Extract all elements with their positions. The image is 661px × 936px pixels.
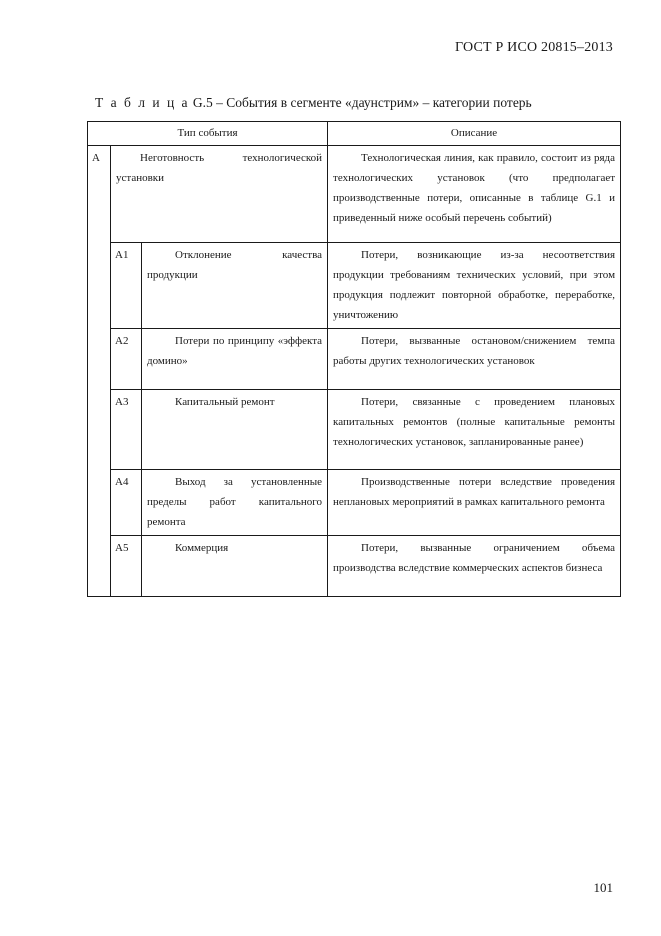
row-description-cell xyxy=(328,390,621,470)
row-description-cell xyxy=(328,470,621,536)
row-description-cell xyxy=(328,243,621,329)
page-number: 101 xyxy=(593,880,613,895)
row-description-text: Производственные потери вследствие проведения неплановых мероприятий в рамках капитального ремонта xyxy=(333,476,616,508)
row-type-cell xyxy=(142,536,328,597)
row-type-cell xyxy=(142,243,328,329)
table-row xyxy=(88,329,621,390)
events-table xyxy=(87,121,621,597)
row-type-text: Коммерция xyxy=(175,542,229,554)
document-code: ГОСТ Р ИСО 20815–2013 xyxy=(455,40,613,55)
row-code-cell: А3 xyxy=(111,390,142,470)
table-caption xyxy=(95,95,532,111)
row-description-text: Потери, связанные с проведением плановых капитальных ремонтов (полные капитальные ремонты технологических установок, запланированные ранее) xyxy=(333,396,616,448)
row-description-cell xyxy=(328,536,621,597)
row-type-text: Отклонение качества продукции xyxy=(147,249,323,281)
table-caption-text: G.5 – События в сегменте «даунстрим» – категории потерь xyxy=(189,95,532,110)
column-header-description: Описание xyxy=(328,122,621,146)
group-type-text: Неготовность технологической установки xyxy=(116,152,323,184)
row-description-text: Потери, вызванные остановом/снижением темпа работы других технологических установок xyxy=(333,335,616,367)
row-type-text: Потери по принципу «эффекта домино» xyxy=(147,335,323,367)
row-description-text: Потери, вызванные ограничением объема производства вследствие коммерческих аспектов бизнеса xyxy=(333,542,616,574)
row-description-text: Потери, возникающие из-за несоответствия продукции требованиям технических условий, при этом продукция подлежит повторной обработке, переработке, уничтожению xyxy=(333,249,616,321)
group-type-cell xyxy=(111,146,328,243)
table-row xyxy=(88,536,621,597)
row-code-cell: А2 xyxy=(111,329,142,390)
table-header-row xyxy=(88,122,621,146)
row-type-cell xyxy=(142,390,328,470)
group-code-cell: А xyxy=(88,146,111,597)
row-code-cell: А5 xyxy=(111,536,142,597)
row-type-text: Выход за установленные пределы работ капитального ремонта xyxy=(147,476,323,528)
table-row xyxy=(88,243,621,329)
table-row xyxy=(88,390,621,470)
row-code-cell: А1 xyxy=(111,243,142,329)
group-description-cell xyxy=(328,146,621,243)
group-description-text: Технологическая линия, как правило, состоит из ряда технологических установок (что предполагает производственные потери, описанные в таблице G.1 и приведенный ниже особый перечень событий) xyxy=(333,152,616,224)
table-row xyxy=(88,470,621,536)
row-type-text: Капитальный ремонт xyxy=(175,396,275,408)
column-header-event-type: Тип события xyxy=(88,122,328,146)
row-type-cell xyxy=(142,470,328,536)
row-code-cell: А4 xyxy=(111,470,142,536)
row-type-cell xyxy=(142,329,328,390)
row-description-cell xyxy=(328,329,621,390)
table-row-group-a xyxy=(88,146,621,243)
table-caption-prefix: Т а б л и ц а xyxy=(95,95,190,110)
